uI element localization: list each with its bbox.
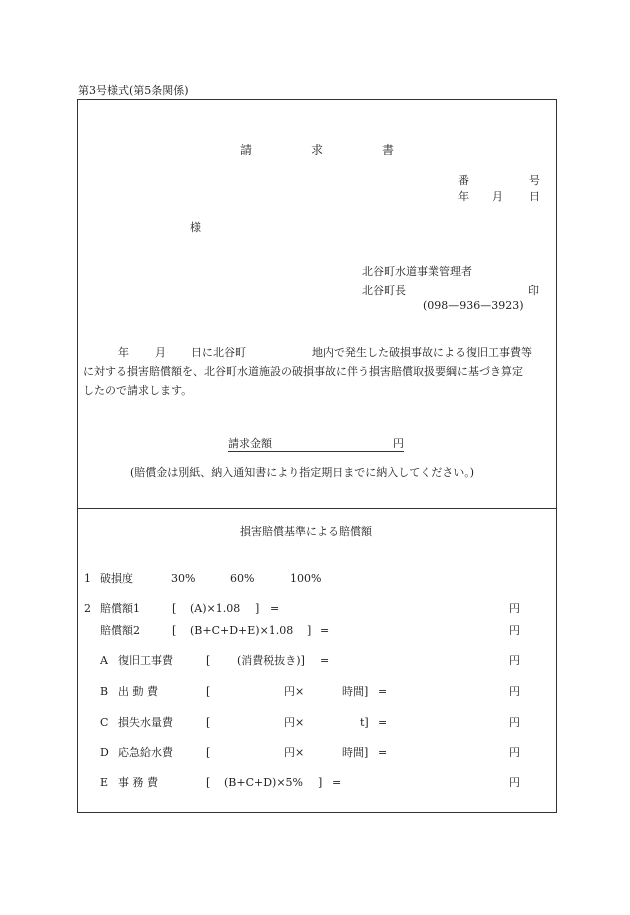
row-b-unit-qty: 時間] <box>342 685 369 698</box>
row-b-unit: 円 <box>509 685 520 698</box>
body-year: 年 <box>118 346 129 359</box>
row-e-equals: = <box>332 776 342 789</box>
row-d-label: 応急給水費 <box>118 746 173 759</box>
row-a-unit: 円 <box>509 654 520 667</box>
comp1-bracket: [ <box>172 602 177 615</box>
row-b-label: 出 動 費 <box>118 685 158 698</box>
comp1-unit: 円 <box>509 602 520 615</box>
row-b-bracket: [ <box>206 685 211 698</box>
title-char-2: 求 <box>311 143 324 157</box>
section-title: 損害賠償基準による賠償額 <box>240 525 372 538</box>
row-c-unit-qty: t] <box>360 716 369 729</box>
row-e-unit: 円 <box>509 776 520 789</box>
body-line-2: に対する損害賠償額を、北谷町水道施設の破損事故に伴う損害賠償取扱要綱に基づき算定 <box>83 365 523 378</box>
date-day: 日 <box>529 190 540 203</box>
row-e-code: E <box>100 776 109 789</box>
comp2-formula: (B+C+D+E)×1.08 <box>190 624 294 637</box>
comp2-unit: 円 <box>509 624 520 637</box>
comp2-bracket: [ <box>172 624 177 637</box>
row-a-equals: = <box>320 654 330 667</box>
comp1-close: ] <box>255 602 260 615</box>
row-e-label: 事 務 費 <box>118 776 158 789</box>
seal-mark: 印 <box>528 284 539 297</box>
row-d-unit-rate: 円× <box>284 746 305 759</box>
comp1-equals: = <box>270 602 280 615</box>
row-e-formula: (B+C+D)×5% <box>224 776 304 789</box>
row-d-equals: = <box>378 746 388 759</box>
item-2-number: 2 <box>84 602 91 615</box>
comp2-close: ] <box>307 624 312 637</box>
row-a-label: 復旧工事費 <box>118 654 173 667</box>
row-c-bracket: [ <box>206 716 211 729</box>
row-d-code: D <box>100 746 109 759</box>
form-number-label: 第3号様式(第5条関係) <box>78 84 189 97</box>
row-b-unit-rate: 円× <box>284 685 305 698</box>
claim-amount-label: 請求金額 <box>228 437 272 450</box>
row-d-unit-qty: 時間] <box>342 746 369 759</box>
row-c-unit-rate: 円× <box>284 716 305 729</box>
row-b-equals: = <box>378 685 388 698</box>
row-e-close: ] <box>318 776 323 789</box>
comp2-label: 賠償額2 <box>100 624 140 637</box>
body-month: 月 <box>155 346 166 359</box>
row-d-bracket: [ <box>206 746 211 759</box>
body-day-location: 日に北谷町 <box>191 346 246 359</box>
issuer-name: 北谷町長 <box>362 284 406 297</box>
number-suffix: 号 <box>529 174 540 187</box>
item-1-number: 1 <box>84 572 91 585</box>
payment-note: (賠償金は別紙、納入通知書により指定期日までに納入してください。) <box>130 466 475 479</box>
number-label: 番 <box>458 174 469 187</box>
row-d-unit: 円 <box>509 746 520 759</box>
row-b-code: B <box>100 685 109 698</box>
body-line-1: 地内で発生した破損事故による復旧工事費等 <box>312 346 532 359</box>
claim-amount-underline <box>228 451 404 452</box>
damage-degree-label: 破損度 <box>100 572 133 585</box>
row-c-code: C <box>100 716 109 729</box>
damage-option-30: 30% <box>171 572 196 585</box>
comp1-formula: (A)×1.08 <box>190 602 241 615</box>
date-year: 年 <box>458 190 469 203</box>
row-a-bracket: [ <box>206 654 211 667</box>
row-a-formula: (消費税抜き)] <box>237 654 305 667</box>
damage-option-60: 60% <box>230 572 255 585</box>
comp1-label: 賠償額1 <box>100 602 140 615</box>
row-c-label: 損失水量費 <box>118 716 173 729</box>
body-line-3: したので請求します。 <box>83 384 193 397</box>
comp2-equals: = <box>320 624 330 637</box>
damage-option-100: 100% <box>290 572 322 585</box>
row-a-code: A <box>100 654 108 667</box>
addressee-honorific: 様 <box>190 221 201 234</box>
issuer-phone: (098—936—3923) <box>423 299 524 312</box>
row-e-bracket: [ <box>206 776 211 789</box>
title-char-3: 書 <box>382 143 395 157</box>
date-month: 月 <box>492 190 503 203</box>
claim-amount-unit: 円 <box>393 437 404 450</box>
row-c-equals: = <box>378 716 388 729</box>
issuer-organization: 北谷町水道事業管理者 <box>362 265 472 278</box>
row-c-unit: 円 <box>509 716 520 729</box>
title-char-1: 請 <box>240 143 253 157</box>
